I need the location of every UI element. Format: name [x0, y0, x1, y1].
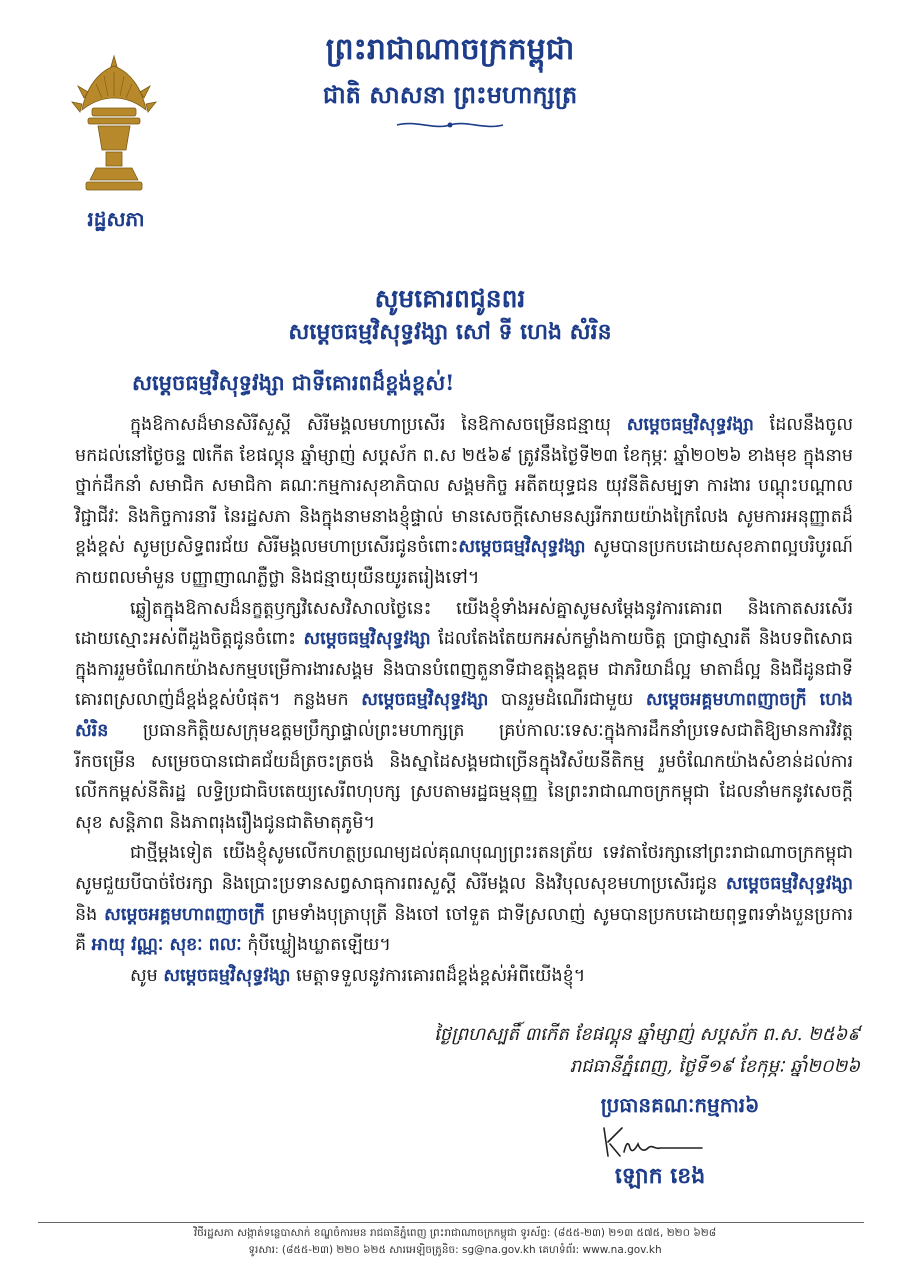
text-span: សូមបានប្រកបដោយសុខភាពល្អបរិបូរណ៍ កាយពលមាំមួន បញ្ញាញាណភ្លឺថ្លា និងជន្មាយុយឺនយូរតរៀងទៅ។: [75, 537, 854, 588]
text-span: ព្រមទាំងបុត្រាបុត្រី និងចៅ ចៅទួត ជាទីស្រលាញ់ សូមបានប្រកបដោយពុទ្ធពរទាំងបួនប្រការ គឺ: [75, 904, 854, 956]
kingdom-heading: ព្រះរាជាណាចក្រកម្ពុជា: [325, 32, 575, 67]
text-span: មេត្តាទទួលនូវការគោរពដ៏ខ្ពង់ខ្ពស់អំពីយើងខ្ញុំ។: [290, 965, 586, 986]
footer-address: វិថីរដ្ឋសភា សង្កាត់ទន្លេបាសាក់ ខណ្ឌចំការមន រាជធានីភ្នំពេញ ព្រះរាជាណាចក្រកម្ពុជា ទូរស័ព្ទ: (៨៥៥-២៣) ២១៣ ៥៧៥, ២២០ ៦២៨: [193, 1227, 717, 1239]
salutation: សម្តេចធម្មវិសុទ្ធវង្សា ជាទីគោរពដ៏ខ្ពង់ខ្ពស់!: [132, 370, 455, 395]
text-span: ដែលតែងតែយកអស់កម្លាំងកាយចិត្ត ប្រាជ្ញាស្មារតី និងបទពិសោធ ក្នុងការរួមចំណែកយ៉ាងសកម្មបម្រើការងារសង្គម និងបានបំពេញតួនាទីជាឧត្តុង្គឧត្តម ជាភរិយាដ៏ល្អ មាតាដ៏ល្អ និងជីដូនជាទីគោរពស្រលាញ់ដ៏ខ្ពង់ខ្ពស់បំផុត។ កន្លងមក: [75, 629, 853, 711]
ornament-divider-icon: [395, 118, 505, 132]
highlight-name: សម្តេចអគ្គមហាពញាចក្រី: [104, 904, 265, 925]
paragraph-1: [75, 410, 853, 594]
institution-caption: រដ្ឋសភា: [87, 207, 145, 231]
highlight-name: សម្តេចធម្មវិសុទ្ធវង្សា: [303, 629, 431, 650]
highlight-name: សម្តេចធម្មវិសុទ្ធវង្សា: [626, 415, 754, 435]
footer-contact: ទូរសារ: (៨៥៥-២៣) ២២០ ៦២៥ សារអេឡិចត្រូនិច: sg@na.gov.kh គេហទំព័រ: www.na.gov.kh: [248, 1244, 662, 1256]
text-span: ឆ្លៀតក្នុងឱកាសដ៏នក្ខត្តឫក្សវិសេសវិសាលថ្ងៃនេះ យើងខ្ញុំទាំងអស់គ្នាសូមសម្តែងនូវការគោរព និងកោតសរសើរដោយស្មោះអស់ពីដួងចិត្តជូនចំពោះ: [75, 598, 853, 650]
signer-title: ប្រធានគណៈកម្មការ៦: [600, 1093, 760, 1117]
text-span: ជាថ្មីម្តងទៀត យើងខ្ញុំសូមលើកហត្ថប្រណម្យដល់គុណបុណ្យព្រះរតនត្រ័យ ទេវតាថែរក្សានៅព្រះរាជាណាចក្រកម្ពុជា សូមជួយបីបាច់ថែរក្សា និងប្រោះប្រទានសព្វសាធុការពរសួស្តី សិរីមង្គល និងវិបុលសុខមហាប្រសើរជូន: [75, 843, 853, 894]
handwritten-signature: [598, 1118, 708, 1166]
letter-body: [75, 410, 853, 991]
highlight-blessing: អាយុ វណ្ណៈ សុខៈ ពលៈ: [91, 935, 242, 956]
paragraph-2: [75, 594, 853, 839]
lunar-date: ថ្ងៃព្រហស្បតិ៍ ៣កើត ខែផល្គុន ឆ្នាំម្សាញ់ សប្តស័ក ព.ស. ២៥៦៩: [434, 1024, 860, 1045]
highlight-name: សម្តេចធម្មវិសុទ្ធវង្សា: [458, 537, 586, 558]
highlight-name: សម្តេចធម្មវិសុទ្ធវង្សា: [361, 690, 489, 711]
place-and-date: រាជធានីភ្នំពេញ, ថ្ងៃទី១៩ ខែកុម្ភៈ ឆ្នាំ២០២៦: [569, 1056, 860, 1077]
text-span: និង: [75, 904, 105, 925]
national-motto: ជាតិ សាសនា ព្រះមហាក្សត្រ: [322, 80, 578, 109]
paragraph-3: [75, 838, 853, 960]
highlight-name: សម្តេចអគ្គមហាពញាចក្រី ហេង សំរិន: [75, 690, 853, 741]
text-span: ប្រធានកិត្តិយសក្រុមឧត្តមប្រឹក្សាផ្ទាល់ព្រះមហាក្សត្រ គ្រប់កាលៈទេសៈក្នុងការដឹកនាំប្រទេសជាតិឱ្យមានការវិវត្តរីកចម្រើន សម្រេចបានជោគជ័យដ៏ត្រចះត្រចង់ និងស្នាដៃសង្គមជាច្រើនក្នុងវិស័យនីតិកម្ម រួមចំណែកយ៉ាងសំខាន់ដល់ការលើកកម្ពស់នីតិរដ្ឋ លទ្ធិប្រជាធិបតេយ្យសេរីពហុបក្ស ស្របតាមរដ្ឋធម្មនុញ្ញ នៃព្រះរាជាណាចក្រកម្ពុជា ដែលនាំមកនូវសេចក្តីសុខ សន្តិភាព និងភាពរុងរឿងជូនជាតិមាតុភូមិ។: [75, 720, 853, 833]
highlight-name: សម្តេចធម្មវិសុទ្ធវង្សា: [163, 965, 291, 986]
highlight-name: សម្តេចធម្មវិសុទ្ធវង្សា: [725, 873, 853, 894]
national-assembly-emblem-icon: [68, 52, 160, 202]
text-span: កុំបីឃ្លៀងឃ្លាតឡើយ។: [241, 935, 391, 956]
footer-divider: [38, 1222, 864, 1223]
greeting-title: សូមគោរពជូនពរ: [374, 284, 526, 313]
text-span: ក្នុងឱកាសដ៏មានសិរីសួស្តី សិរីមង្គលមហាប្រសើរ នៃឱកាសចម្រើនជន្មាយុ: [130, 415, 627, 435]
signer-name: ឡោក ខេង: [614, 1163, 706, 1189]
text-span: ដែលនឹងចូលមកដល់នៅថ្ងៃចន្ទ ៧កើត ខែផល្គុន ឆ្នាំម្សាញ់ សប្តស័ក ព.ស ២៥៦៩ ត្រូវនឹងថ្ងៃទី២៣ ខែកុម្ភៈ ឆ្នាំ២០២៦ ខាងមុខ ក្នុងនាមថ្នាក់ដឹកនាំ សមាជិក សមាជិកា គណៈកម្មការសុខាភិបាល សង្គមកិច្ច អតីតយុទ្ធជន យុវនីតិសម្បទា ការងារ បណ្តុះបណ្តាលវិជ្ជាជីវៈ និងកិច្ចការនារី នៃរដ្ឋសភា និងក្នុងនាមនាងខ្ញុំផ្ទាល់ មានសេចក្តីសោមនស្សរីករាយយ៉ាងក្រៃលែង សូមការអនុញ្ញាតដ៏ខ្ពង់ខ្ពស់ សូមប្រសិទ្ធពរជ័យ សិរីមង្គលមហាប្រសើរជូនចំពោះ: [75, 415, 853, 558]
paragraph-4: [75, 961, 853, 992]
text-span: សូម: [130, 965, 164, 986]
text-span: បានរួមដំណើរជាមួយ: [488, 690, 646, 711]
recipient-name: សម្តេចធម្មវិសុទ្ធវង្សា សៅ ទី ហេង សំរិន: [288, 319, 612, 345]
